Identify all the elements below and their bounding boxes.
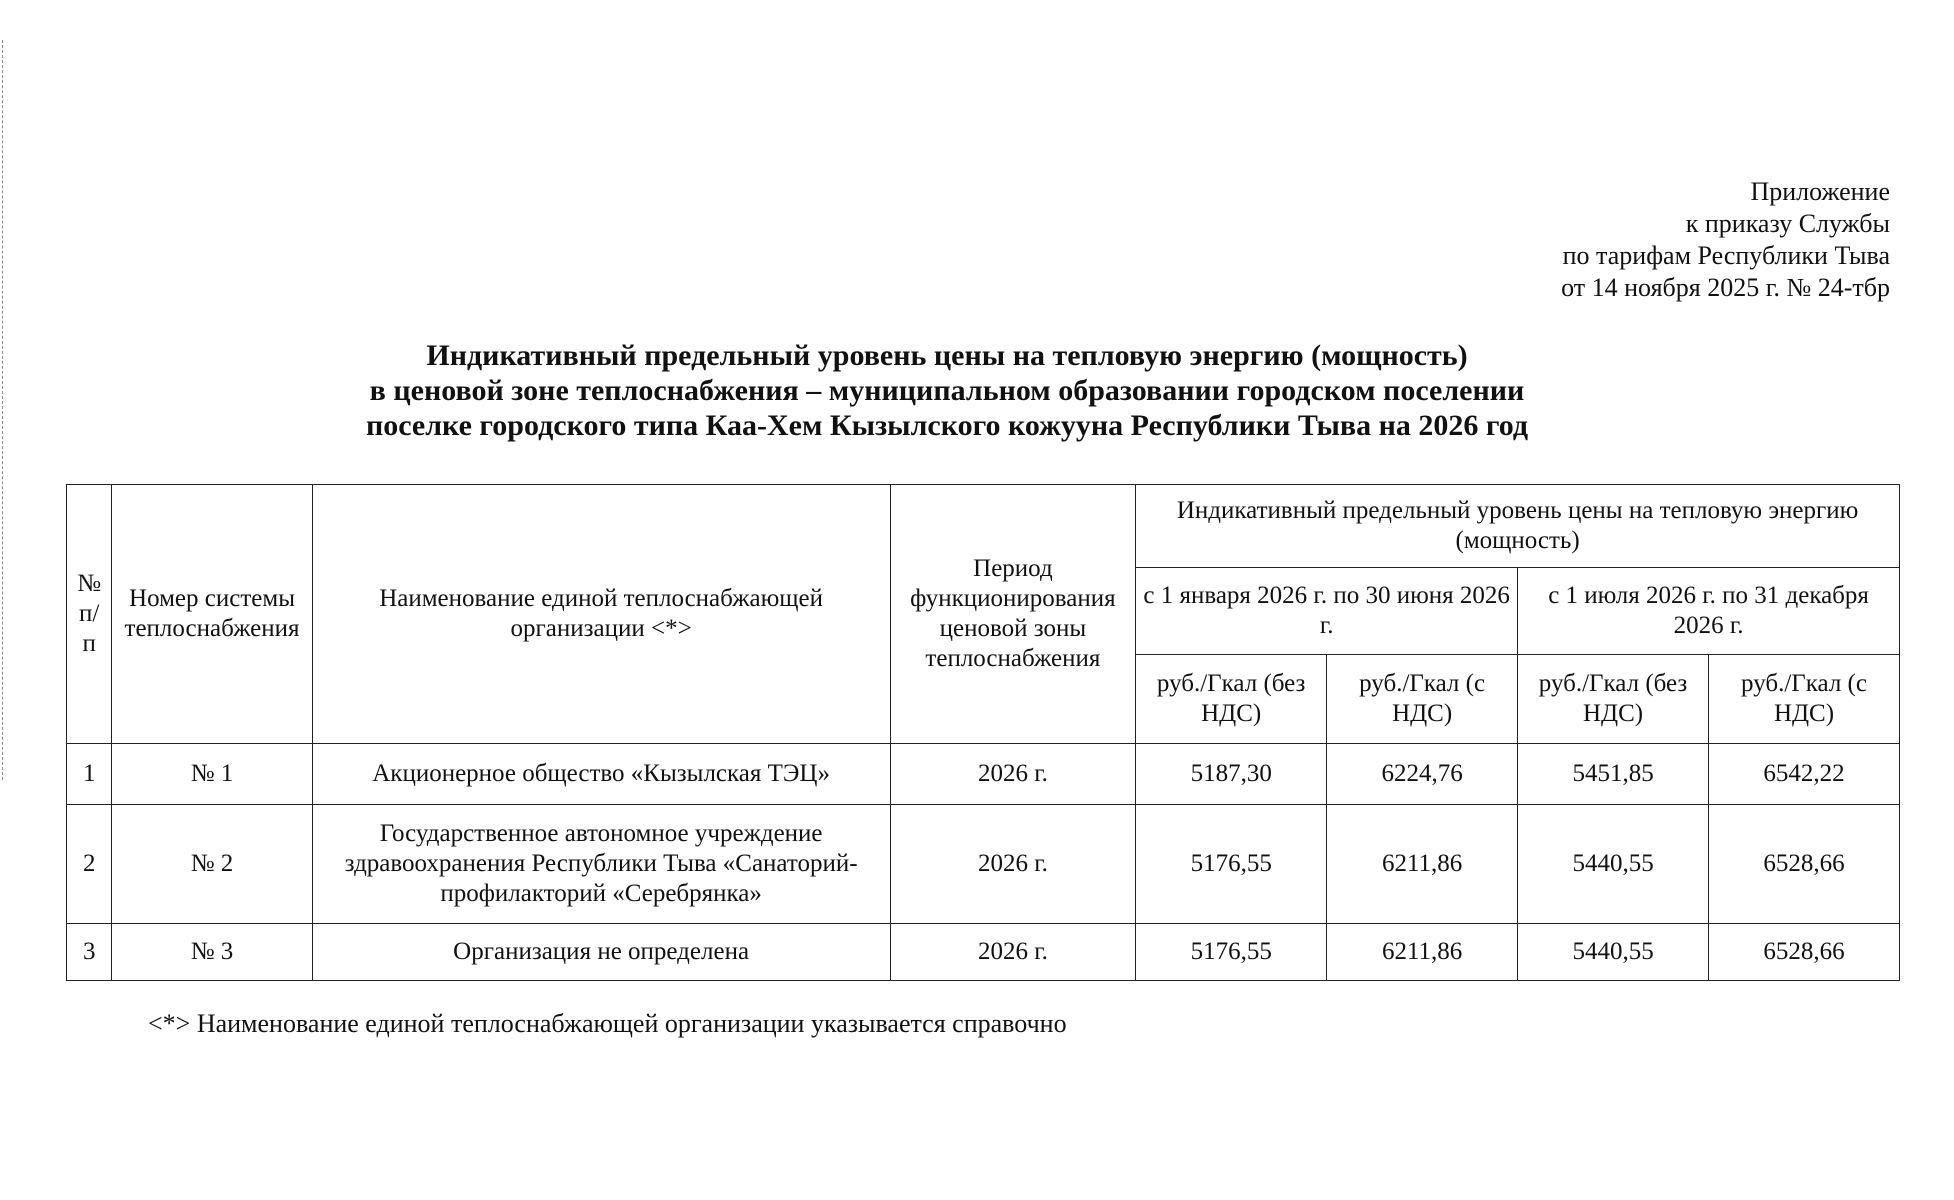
appendix-line-4: от 14 ноября 2025 г. № 24-тбр [1561,273,1890,302]
header-unit-vat: руб./Гкал (с НДС) [1709,655,1900,744]
cell-organization: Государственное автономное учреждение здравоохранения Республики Тыва «Санаторий-профилакторий «Серебрянка» [312,805,890,924]
cell-system: № 3 [112,924,312,981]
document-title [0,338,1954,443]
cell-p1-no-vat: 5176,55 [1136,924,1327,981]
cell-number: 1 [67,744,112,805]
header-system: Номер системы теплоснабжения [112,485,312,744]
header-price-group: Индикативный предельный уровень цены на тепловую энергию (мощность) [1136,485,1900,568]
title-line-1: Индикативный предельный уровень цены на тепловую энергию (мощность) [426,339,1468,372]
title-line-2: в ценовой зоне теплоснабжения – муниципальном образовании городском поселении [369,374,1525,407]
footnote: <*> Наименование единой теплоснабжающей организации указывается справочно [148,1009,1067,1038]
cell-system: № 1 [112,744,312,805]
header-unit-vat: руб./Гкал (с НДС) [1327,655,1518,744]
header-period: Период функционирования ценовой зоны теплоснабжения [890,485,1136,744]
header-period-2: с 1 июля 2026 г. по 31 декабря 2026 г. [1518,568,1900,655]
cell-p1-vat: 6224,76 [1327,744,1518,805]
cell-number: 3 [67,924,112,981]
header-organization: Наименование единой теплоснабжающей организации <*> [312,485,890,744]
cell-p1-vat: 6211,86 [1327,805,1518,924]
cell-p2-vat: 6542,22 [1709,744,1900,805]
cell-organization: Организация не определена [312,924,890,981]
cell-period: 2026 г. [890,744,1136,805]
appendix-block [1561,176,1890,304]
cell-organization: Акционерное общество «Кызылская ТЭЦ» [312,744,890,805]
header-unit-no-vat: руб./Гкал (без НДС) [1136,655,1327,744]
appendix-line-2: к приказу Службы [1685,209,1890,238]
cell-p2-vat: 6528,66 [1709,805,1900,924]
cell-p1-no-vat: 5187,30 [1136,744,1327,805]
cell-number: 2 [67,805,112,924]
cell-p2-vat: 6528,66 [1709,924,1900,981]
tariff-table [66,484,1900,981]
cell-p2-no-vat: 5440,55 [1518,805,1709,924]
cell-p2-no-vat: 5451,85 [1518,744,1709,805]
table-row [67,805,1900,924]
cell-p1-no-vat: 5176,55 [1136,805,1327,924]
cell-p1-vat: 6211,86 [1327,924,1518,981]
title-line-3: поселке городского типа Каа-Хем Кызылского кожууна Республики Тыва на 2026 год [365,409,1529,442]
cell-period: 2026 г. [890,805,1136,924]
table-row [67,924,1900,981]
header-number: № п/п [67,485,112,744]
table-row [67,744,1900,805]
cell-period: 2026 г. [890,924,1136,981]
header-period-1: с 1 января 2026 г. по 30 июня 2026 г. [1136,568,1518,655]
appendix-line-3: по тарифам Республики Тыва [1562,241,1890,270]
header-unit-no-vat: руб./Гкал (без НДС) [1518,655,1709,744]
appendix-line-1: Приложение [1750,177,1890,206]
cell-p2-no-vat: 5440,55 [1518,924,1709,981]
header-row [67,485,1900,568]
cell-system: № 2 [112,805,312,924]
